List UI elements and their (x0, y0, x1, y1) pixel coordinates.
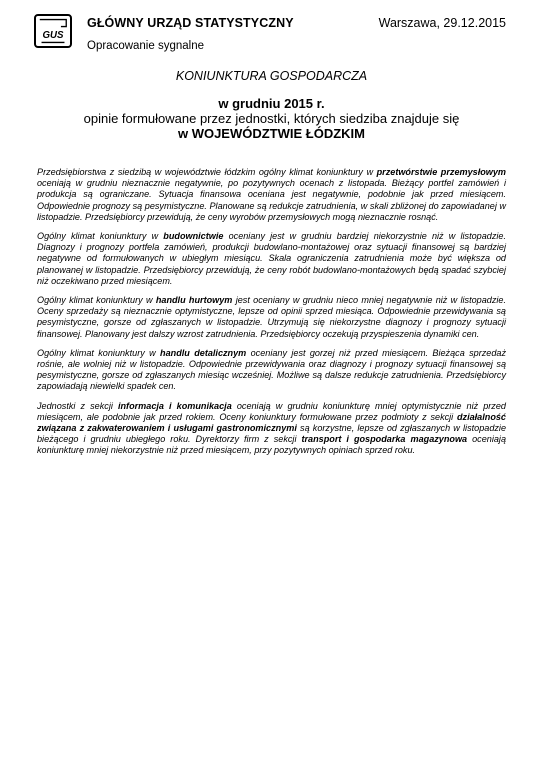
sector-highlight: przetwórstwie przemysłowym (376, 167, 506, 177)
paragraph-text: Ogólny klimat koniunktury w (37, 347, 161, 358)
paragraph-text: oceniają w grudniu nieznacznie negatywnie, po pozytywnych ocenach z listopada. Bieżący portfel zamówień i produkcja są ograniczane. Sytuacja finansowa oceniana jest negatywnie, podobnie jak przed miesiącem. Odpowiednie prognozy są pesymistyczne. Planowane są redukcje zatrudnienia, w skali zbliżonej do zapowiadanej w listopadzie. Przedsiębiorcy przewidują, że ceny wyrobów przemysłowych mogą nieznacznie rosnąć. (37, 178, 506, 222)
document-body (37, 167, 506, 465)
sector-highlight: informacja i komunikacja (117, 400, 232, 411)
paragraph-services (37, 401, 506, 457)
organization-name: GŁÓWNY URZĄD STATYSTYCZNY (87, 16, 294, 30)
paragraph-text: Ogólny klimat koniunktury w (37, 231, 164, 242)
sector-highlight: handlu hurtowym (155, 295, 233, 306)
paragraph-text: są korzystne, lepsze od zgłaszanych w listopadzie bieżącego i grudniu ubiegłego roku. Dyrektorzy firm z sekcji (37, 423, 506, 445)
title-block (0, 96, 543, 141)
paragraph-text: jest oceniany w grudniu nieco mniej negatywnie niż w listopadzie. Oceny sprzedaży są nieznacznie optymistyczne, lepsze od opinii sprzed miesiąca. Odpowiednie przewidywania są pesymistyczne, gorsze od zgłaszanych w listopadzie. Utrzymują się niekorzystne diagnozy i prognozy sytuacji finansowej. Planowany jest dalszy wzrost zatrudnienia. Przedsiębiorcy oczekują przyspieszenia dynamiki cen. (37, 295, 506, 339)
gus-logo-icon (36, 16, 70, 46)
paragraph-text: Przedsiębiorstwa z siedzibą w województwie łódzkim ogólny klimat koniunktury w (37, 167, 377, 177)
paragraph-manufacturing (37, 167, 506, 223)
title-line-4: w WOJEWÓDZTWIE ŁÓDZKIM (177, 126, 366, 141)
title-line-1: KONIUNKTURA GOSPODARCZA (175, 69, 368, 83)
sector-highlight: działalność związana z zakwaterowaniem i usługami gastronomicznymi (37, 411, 506, 434)
paragraph-text: oceniany jest gorzej niż przed miesiącem. Bieżąca sprzedaż rośnie, ale wolniej niż w listopadzie. Odpowiednie przewidywania oraz diagnozy i prognozy sytuacji finansowej są pesymistyczne, gorsze od zgłaszanych miesiąc wcześniej. Możliwe są dalsze redukcje zatrudnienia. Przedsiębiorcy zapowiadają niewielki spadek cen. (37, 347, 507, 392)
paragraph-text: Ogólny klimat koniunktury w (37, 295, 156, 306)
place-date: Warszawa, 29.12.2015 (378, 16, 506, 30)
paragraph-text: oceniają w grudniu koniunkturę mniej optymistycznie niż przed miesiącem, ale podobnie jak przed rokiem. Oceny koniunktury formułowane przez podmioty z sekcji (37, 400, 506, 422)
paragraph-text: Jednostki z sekcji (37, 400, 118, 411)
paragraph-text: oceniają koniunkturę mniej niekorzystnie niż przed miesiącem, przy pozytywnych opiniach sprzed roku. (37, 434, 506, 456)
paragraph-text: oceniany jest w grudniu bardziej niekorzystnie niż w listopadzie. Diagnozy i prognozy portfela zamówień, produkcji budowlano-montażowej oraz sytuacji finansowej są bardziej negatywne od formułowanych w ubiegłym miesiącu. Skala ograniczenia zatrudnienia może być większa od planowanej w listopadzie. Przedsiębiorcy przewidują, że ceny robót budowlano-montażowych będą spadać szybciej niż oczekiwano przed miesiącem. (37, 231, 506, 286)
sector-highlight: budownictwie (163, 231, 224, 242)
paragraph-retail (37, 348, 506, 393)
paragraph-wholesale (37, 295, 506, 340)
document-subtitle: Opracowanie sygnalne (87, 40, 204, 52)
gus-logo (34, 14, 72, 48)
paragraph-construction (37, 231, 506, 287)
title-line-3: opinie formułowane przez jednostki, których siedziba znajduje się (83, 111, 460, 126)
sector-highlight: handlu detalicznym (160, 347, 247, 358)
sector-highlight: transport i gospodarka magazynowa (301, 434, 468, 445)
title-line-2: w grudniu 2015 r. (218, 96, 325, 111)
svg-text:GUS: GUS (42, 30, 64, 42)
